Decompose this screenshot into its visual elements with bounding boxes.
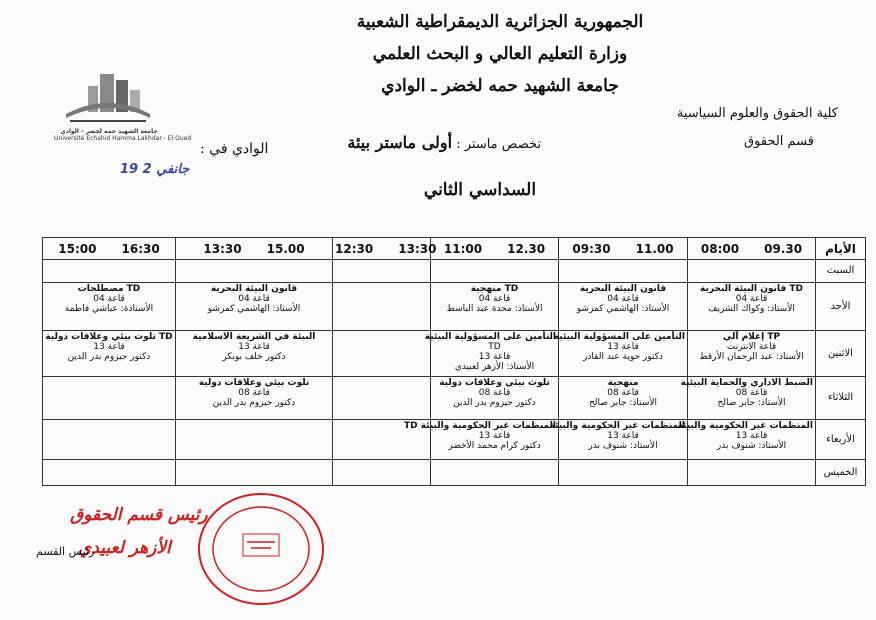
session-course: المنظمات غير الحكومية والبيئة TD xyxy=(403,421,556,431)
empty-cell xyxy=(688,460,816,486)
session-detail: قاعة 08 xyxy=(735,388,768,398)
session-cell xyxy=(688,331,816,377)
time-slot-header: 12:30 13:30 xyxy=(333,238,431,260)
session-detail: الأستاذ: وكواك الشريف xyxy=(708,304,795,314)
empty-cell xyxy=(176,420,333,460)
header-republic: الجمهورية الجزائرية الديمقراطية الشعبية xyxy=(356,12,644,32)
session-cell xyxy=(431,377,559,420)
session-course: TP إعلام آلي xyxy=(722,332,781,342)
empty-cell xyxy=(333,460,431,486)
session-detail: قاعة 13 xyxy=(478,431,511,441)
session-detail: دكتور حيزوم بدر الدين xyxy=(212,398,296,408)
day-row xyxy=(43,331,866,377)
session-detail: قاعة 08 xyxy=(607,388,639,398)
session-detail: الأستاذ: جابر صالح xyxy=(717,398,786,408)
day-label: الثلاثاء xyxy=(816,377,866,420)
session-detail: الأستاذ: عبد الرحمان الأرقط xyxy=(699,352,804,362)
time-slot-header: 15:00 16:30 xyxy=(43,238,176,260)
session-detail: قاعة 13 xyxy=(607,431,639,441)
day-row xyxy=(43,377,866,420)
session-detail: قاعة 04 xyxy=(478,294,511,304)
time-slot-header: 08:00 09.30 xyxy=(688,238,816,260)
timetable-header-row xyxy=(43,238,866,260)
empty-cell xyxy=(176,260,333,283)
empty-cell xyxy=(559,260,688,283)
faculty-name: كلية الحقوق والعلوم السياسية xyxy=(676,106,838,121)
empty-cell xyxy=(176,460,333,486)
empty-cell xyxy=(688,260,816,283)
official-seal xyxy=(195,490,327,608)
session-detail: الأستاذ: شنوف بدر xyxy=(716,441,787,451)
day-row xyxy=(43,460,866,486)
day-row xyxy=(43,260,866,283)
session-cell xyxy=(431,283,559,331)
session-detail: قاعة 04 xyxy=(607,294,639,304)
session-cell xyxy=(559,283,688,331)
session-detail: الأستاذة: عباشي فاطمة xyxy=(64,304,154,314)
session-course: البيئة في الشريعة الاسلامية xyxy=(192,332,316,342)
session-cell xyxy=(43,331,176,377)
session-cell xyxy=(403,420,559,460)
session-cell xyxy=(43,283,176,331)
session-course: TD تلوث بيئي وعلاقات دولية xyxy=(45,332,173,342)
session-course: قانون البيئة البحرية xyxy=(210,284,298,294)
signature-name: الأزهر لعبيدي xyxy=(78,538,171,558)
day-row xyxy=(43,420,866,460)
session-cell xyxy=(549,420,688,460)
session-detail: قاعة 13 xyxy=(93,342,125,352)
session-detail: قاعة 13 xyxy=(478,352,511,362)
signature-title: رئيس قسم الحقوق xyxy=(70,505,208,525)
empty-cell xyxy=(333,331,431,377)
logo-caption: جامعة الشهيد حمه لخضر - الوادي Université Echahid Hamma Lakhdar - El Oued xyxy=(54,128,192,142)
session-detail: دكتور حيزوم بدر الدين xyxy=(453,398,536,408)
specialty-prefix: تخصص ماستر : xyxy=(456,137,541,152)
semester-title: السداسي الثاني xyxy=(423,180,537,200)
session-course: TD منهجية xyxy=(470,284,519,294)
day-label: الأربعاء xyxy=(816,420,866,460)
session-detail: قاعة 08 xyxy=(478,388,511,398)
session-cell xyxy=(680,377,816,420)
day-label: السبت xyxy=(816,260,866,283)
session-cell xyxy=(559,377,688,420)
session-detail: قاعة الانترنت xyxy=(726,342,777,352)
empty-cell xyxy=(43,460,176,486)
session-cell xyxy=(677,420,816,460)
empty-cell xyxy=(431,260,559,283)
time-slot-header: 11:00 12.30 xyxy=(431,238,559,260)
session-cell xyxy=(553,331,688,377)
header-days: الأيام xyxy=(816,238,866,260)
session-detail: TD xyxy=(488,342,501,352)
session-detail: الأستاذ: جابر صالح xyxy=(588,398,658,408)
header-ministry: وزارة التعليم العالي و البحث العلمي xyxy=(372,44,628,64)
specialty-value: أولى ماستر بيئة xyxy=(347,133,453,152)
session-detail: قاعة 08 xyxy=(238,388,270,398)
session-course: منهجية xyxy=(607,378,639,388)
session-course: التأمين على المسؤولية البيئية xyxy=(424,332,556,342)
session-detail: الأستاذ: شنوف بدر xyxy=(588,441,658,451)
session-detail: الأستاذ: الهاشمي كمرشو xyxy=(576,304,670,314)
session-course: TD قانون البيئة البحرية xyxy=(699,284,803,294)
time-slot-header: 09:30 11.00 xyxy=(559,238,688,260)
header-university: جامعة الشهيد حمه لخضر ـ الوادي xyxy=(381,76,619,96)
department-name: قسم الحقوق xyxy=(744,134,814,149)
timetable xyxy=(42,237,866,486)
session-cell xyxy=(176,283,333,331)
empty-cell xyxy=(333,377,431,420)
empty-cell xyxy=(333,283,431,331)
day-label: الاثنين xyxy=(816,331,866,377)
day-label: الخميس xyxy=(816,460,866,486)
session-detail: دكتور حوية عبد القادر xyxy=(583,352,663,362)
session-course: التأمين على المسؤولية البيئية xyxy=(553,332,685,342)
session-detail: قاعة 13 xyxy=(238,342,270,352)
empty-cell xyxy=(43,420,176,460)
session-detail: قاعة 04 xyxy=(93,294,125,304)
date-stamp: 19 جانفي 2 xyxy=(120,162,190,177)
session-cell xyxy=(424,331,559,377)
session-detail: الأستاذ: الهاشمي كمرشو xyxy=(207,304,301,314)
session-detail: قاعة 13 xyxy=(735,431,768,441)
empty-cell xyxy=(431,460,559,486)
session-cell xyxy=(688,283,816,331)
place-date-label: الوادي في : xyxy=(200,141,269,157)
empty-cell xyxy=(43,260,176,283)
specialty-line xyxy=(347,133,541,152)
empty-cell xyxy=(43,377,176,420)
empty-cell xyxy=(559,460,688,486)
day-label: الأحد xyxy=(816,283,866,331)
session-cell xyxy=(176,331,333,377)
session-detail: دكتور كرام محمد الأخضر xyxy=(448,441,541,451)
session-course: TD مصطلحات xyxy=(77,284,141,294)
session-detail: دكتور خلف بوبكر xyxy=(222,352,286,362)
day-row xyxy=(43,283,866,331)
session-detail: الأستاذ: محدة عبد الباسط xyxy=(446,304,543,314)
session-detail: الأستاذ: الأزهر لعبيدي xyxy=(454,362,535,372)
session-detail: قاعة 04 xyxy=(238,294,270,304)
session-course: تلوث بيئي وعلاقات دولية xyxy=(198,378,310,388)
session-course: الضبط الاداري والحماية البيئية xyxy=(680,378,813,388)
session-course: تلوث بيئي وعلاقات دولية xyxy=(439,378,550,388)
chief-label: رئيس القسم xyxy=(36,545,95,558)
time-slot-header: 13:30 15.00 xyxy=(176,238,333,260)
session-detail: قاعة 13 xyxy=(607,342,639,352)
session-cell xyxy=(176,377,333,420)
session-course: المنظمات غير الحكومية والبيئة xyxy=(549,421,685,431)
session-detail: دكتور حيزوم بدر الدين xyxy=(67,352,151,362)
session-detail: قاعة 04 xyxy=(735,294,768,304)
session-course: قانون البيئة البحرية xyxy=(579,284,667,294)
session-course: المنظمات غير الحكومية والبيئة xyxy=(677,421,813,431)
empty-cell xyxy=(333,260,431,283)
